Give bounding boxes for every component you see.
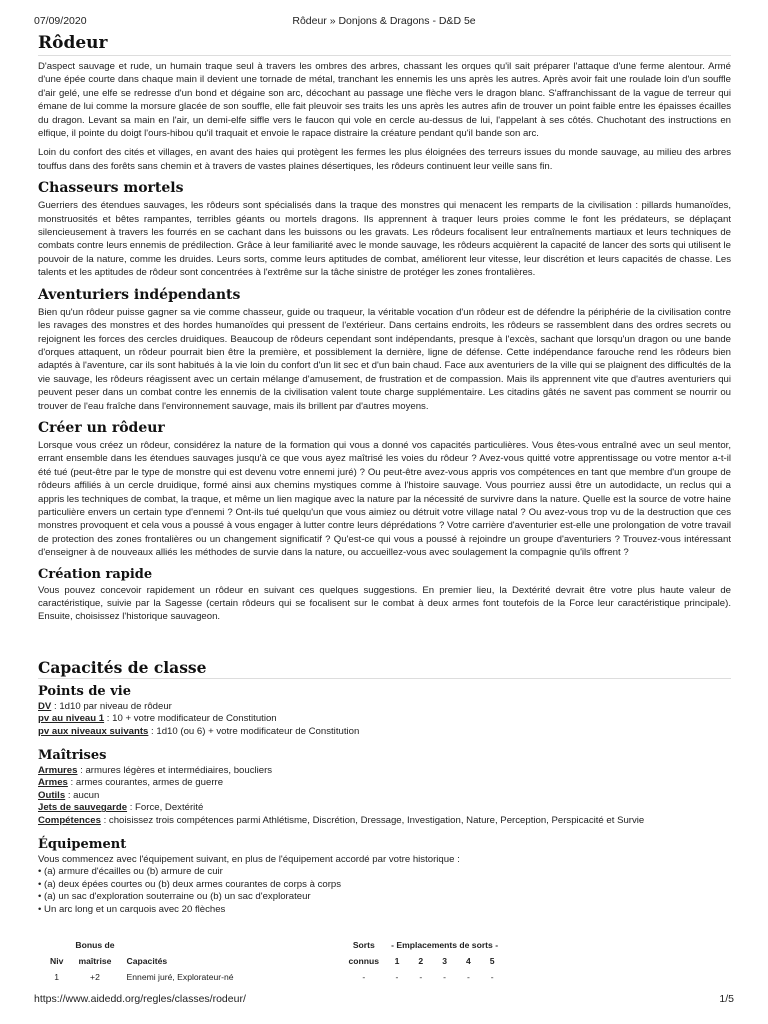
page-number: 1/5 [719,993,734,1005]
print-footer [34,993,734,1007]
table-header-cell: connus [348,955,380,966]
equipment-item: • (a) un sac d'exploration souterraine ou (b) un sac d'explorateur [38,891,311,903]
equipment-item: • (a) deux épées courtes ou (b) deux armes courantes de corps à corps [38,878,342,890]
table-header-cell: Bonus de [75,939,115,950]
page-title: Rôdeur [38,32,731,56]
hit-points-title: Points de vie [38,683,131,699]
proficiency-armor: Armures : armures légères et intermédiaires, boucliers [38,764,273,776]
table-cell: 1 [54,971,60,982]
print-header [34,15,734,29]
table-header-cell: Sorts [352,939,375,950]
table-header-cell: Capacités [126,955,168,966]
table-header-cell: 4 [465,955,471,966]
proficiencies-title: Maîtrises [38,747,107,763]
class-features-title: Capacités de classe [38,658,731,679]
hit-points-dv: DV : 1d10 par niveau de rôdeur [38,700,172,712]
hit-points-next-levels: pv aux niveaux suivants : 1d10 (ou 6) + votre modificateur de Constitution [38,726,360,737]
table-cell: Ennemi juré, Explorateur-né [126,971,234,982]
page-url: https://www.aidedd.org/regles/classes/rodeur/ [34,993,246,1005]
table-header-cell: - Emplacements de sorts - [391,939,499,950]
print-date: 07/09/2020 [34,15,87,27]
table-cell: - [490,971,494,982]
document-title: Rôdeur » Donjons & Dragons - D&D 5e [292,15,476,27]
intro-paragraph-1: D'aspect sauvage et rude, un humain traque seul à travers les ombres des arbres, chassant les orques qu'il sait préparer l'attaque d'une ferme alentour. Armé d'une épée courte dans chaque main il devient une tornade de métal, tranchant les ennemis les uns après les autres. Après avoir fait une roulade loin d'un souffle d'air gelé, une elfe se redresse d'un bond et dégaine son arc, décochant au passage une flèche vers le dragon blanc. S'affranchissant de la vague de terreur qui émane de lui comme la morsure glacée de son souffle, elle fait pleuvoir ses traits les uns après les autres afin de trouver un point faible entre les épaisses écailles du dragon. Levant sa main en l'air, un demi-elfe siffle vers le faucon qui vole en cercle au-dessus de lui, l'appelant à ses côtés. Chuchotant des instructions en elfique, il pointe du doigt l'ours-hibou qu'il traquait et envoie le rapace distraire la créature pendant qu'il bande son arc. [38,61,731,140]
table-cell: +2 [90,971,100,982]
table-header-cell: Niv [50,955,64,966]
table-header-row [44,937,504,953]
table-cell: - [419,971,423,982]
section-title-creer: Créer un rôdeur [38,419,165,436]
section-title-creation-rapide: Création rapide [38,566,153,582]
equipment-intro: Vous commencez avec l'équipement suivant, en plus de l'équipement accordé par votre historique : [38,853,460,865]
equipment-item: • (a) armure d'écailles ou (b) armure de cuir [38,866,223,878]
proficiency-skills: Compétences : choisissez trois compétences parmi Athlétisme, Discrétion, Dressage, Investigation, Nature, Perception, Perspicacité et Survie [38,814,645,826]
table-header-cell: 5 [489,955,495,966]
table-cell: - [395,971,399,982]
intro-paragraph-2: Loin du confort des cités et villages, en avant des haies qui protègent les fermes les plus éloignées des terreurs issues du monde sauvage, au milieu des arbres touffus dans des forêts sans chemin et à travers de vastes plaines désertiques, les rôdeurs continuent leur veille sans fin. [38,147,731,172]
table-header-cell [44,937,69,953]
table-header-cell: 2 [418,955,424,966]
table-header-cell [121,937,343,953]
table-row [44,969,504,985]
table-cell: - [443,971,447,982]
page-content [38,32,731,985]
table-header-cell: 3 [442,955,447,966]
section-text-creer: Lorsque vous créez un rôdeur, considérez la nature de la formation qui vous a donné vos capacités particulières. Vous êtes-vous entraîné avec un seul mentor, errant ensemble dans les étendues sauvages jusqu'à ce que vous ayez maîtrisé les voies du rôdeur ? Avez-vous quitté votre apprentissage ou votre mentor a-t-il été tué (peut-être par le type de monstre qui est devenu votre ennemi juré) ? Ou peut-être avez-vous appris vos compétences en tant que membre d'un groupe de rôdeurs affiliés à un cercle druidique, formé ainsi aux chemins mystiques comme à l'histoire sauvage. Vous pourriez aussi être un autodidacte, un reclus qui a appris les techniques de combat, la traque, et même un lien magique avec la nature par la nécessité de survivre dans la nature. Quelle est la source de votre haine particulière envers un certain type d'ennemi ? Ont-ils tué quelqu'un que vous aimiez ou détruit votre village natal ? Ou avez-vous trop vu de la destruction que ces monstres provoquent et cela vous a poussé à vous engager à lutter contre leurs déprédations ? Votre carrière d'aventurier est-elle une prolongation de votre travail de protection des zones frontalières ou un changement significatif ? Qu'est-ce qui vous a poussé à rejoindre un groupe d'aventuriers ? Trouvez-vous intéressant d'enseigner à de nouveaux alliés les méthodes de survie dans la nature, ou accueillez-vous avec soulagement la compagnie qu'ils offrent ? [38,439,731,559]
level-table [44,937,504,985]
hit-points-level-1: pv au niveau 1 : 10 + votre modificateur de Constitution [38,713,277,725]
equipment-item: • Un arc long et un carquois avec 20 flèches [38,903,226,915]
table-header-row [44,953,504,969]
proficiency-tools: Outils : aucun [38,789,100,801]
proficiency-saving-throws: Jets de sauvegarde : Force, Dextérité [38,802,204,814]
section-title-aventuriers: Aventuriers indépendants [38,286,241,303]
section-title-chasseurs: Chasseurs mortels [38,180,184,197]
table-header-cell: maîtrise [78,955,112,966]
table-cell: - [362,971,366,982]
table-cell: - [466,971,470,982]
section-text-creation-rapide: Vous pouvez concevoir rapidement un rôdeur en suivant ces quelques suggestions. En premier lieu, la Dextérité devrait être votre plus haute valeur de caractéristique, suivie par la Sagesse (certain rôdeurs qui se focalisent sur le combat à deux armes font toutefois de la Force leur caractéristique principale). Ensuite, choisissez l'historique sauvageon. [38,584,731,623]
table-header-cell: 1 [394,955,400,966]
equipment-title: Équipement [38,836,127,852]
proficiency-weapons: Armes : armes courantes, armes de guerre [38,777,224,789]
section-text-chasseurs: Guerriers des étendues sauvages, les rôdeurs sont spécialisés dans la traque des monstres qui menacent les remparts de la civilisation : pillards humanoïdes, monstruosités et bêtes rampantes, terribles géants ou mortels dragons. Ils apprennent à traquer leurs proies comme le font les prédateurs, se déplaçant silencieusement à travers les fourrés en se cachant dans les buissons ou les gravats. Les rôdeurs focalisent leur entraînements martiaux et leurs techniques de combats contre leurs ennemis de prédilection. Grâce à leur familiarité avec le monde sauvage, les rôdeurs acquièrent la capacité de lancer des sorts qui utilisent le pouvoir de la nature, comme les druides. Leurs sorts, comme leurs aptitudes de combat, améliorent leur vitesse, leur discrétion et leurs capacités de chasse. Les talents et les aptitudes de rôdeur sont concentrées à l'extrême sur la tâche sinistre de protéger les zones frontalières. [38,200,731,279]
section-text-aventuriers: Bien qu'un rôdeur puisse gagner sa vie comme chasseur, guide ou traqueur, la véritable vocation d'un rôdeur est de défendre la périphérie de la civilisation contre les ravages des monstres et des hordes humanoïdes qui pressent de l'extérieur. Dans certains endroits, les rôdeurs se rassemblent dans des ordres secrets ou rejoignent les forces des cercles druidiques. Beaucoup de rôdeurs cependant sont indépendants, presque à l'excès, sachant que lorsqu'un dragon ou une bande d'orques attaquent, un rôdeur pourrait bien être la première, et possiblement la dernière, ligne de défense. Cette indépendance farouche rend les rôdeurs bien adaptés à l'aventure, car ils sont habitués à la vie loin du confort d'un lit sec et d'un bain chaud. Face aux aventuriers de la ville qui se plaignent des difficultés de la vie sauvage, les rôdeurs réagissent avec un certain mélange d'amusement, de frustration et de compassion. Mais ils apprennent vite que d'autres aventuriers qui peuvent peser dans un combat contre les ennemis de la civilisation valent toute charge supplémentaire. Les citadins gâtés ne savent pas comment se nourrir ou trouver de l'eau fraîche dans l'environnement sauvage, mais ils brillent par d'autres moyens. [38,306,731,412]
spacer [38,630,731,652]
